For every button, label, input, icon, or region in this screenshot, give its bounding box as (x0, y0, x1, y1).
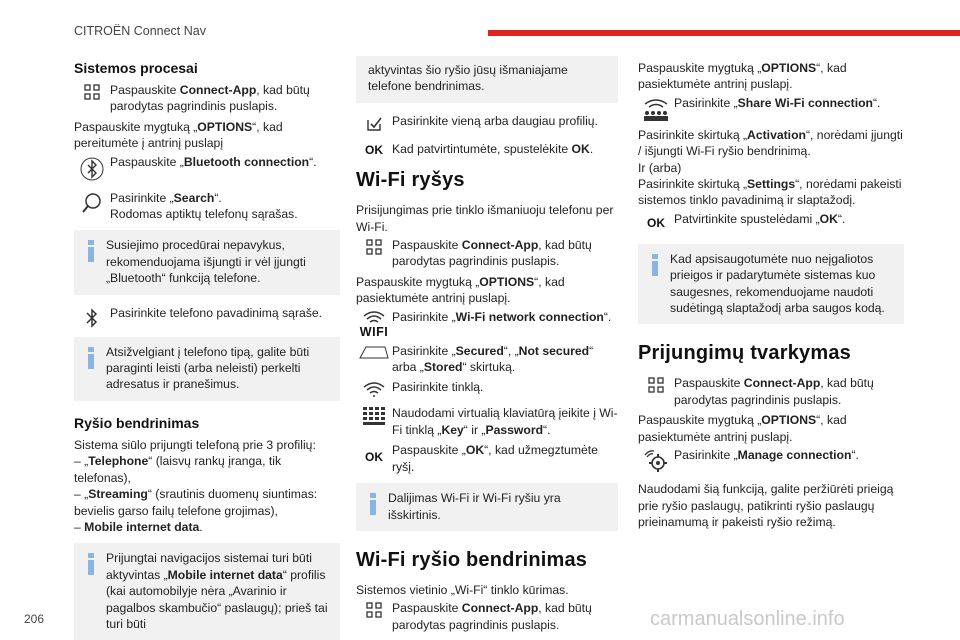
step-text: Pasirinkite vieną arba daugiau profilių. (392, 113, 598, 128)
info-note (74, 337, 340, 401)
note-text: aktyvintas šio ryšio jūsų išmaniajame telefone bendrinimas. (368, 63, 568, 94)
manage-connection-icon (644, 449, 668, 473)
text: Paspauskite mygtuką „ (638, 413, 762, 428)
step-bold: Connect-App (179, 83, 257, 97)
column-2 (356, 56, 618, 637)
text: Paspauskite (674, 376, 744, 391)
bold-text: Telephone (88, 454, 149, 469)
text: “, kad pasiektumėte antrinį puslapį. (638, 413, 847, 444)
text: Rodomas aptiktų telefonų sąrašas. (110, 207, 298, 222)
step-manage-connection (638, 447, 904, 473)
text: . (589, 141, 594, 156)
text: “, kad pereitumėte į antrinį puslapį (74, 119, 283, 151)
text: Paspauskite mygtuką „ (356, 274, 480, 289)
bold-text: Connect-App (461, 601, 539, 616)
text: – „ (74, 454, 89, 469)
info-icon (88, 347, 94, 369)
text: “, „ (503, 343, 519, 358)
paragraph-manage-description: Naudodami šią funkciją, galite peržiūrėti prieigą prie ryšio paslaugų, patikrinti ryšio paslaugų prieinamumą ir pakeisti ryšio režimą. (638, 482, 894, 529)
step-connect-app (356, 237, 618, 270)
text: “. (309, 154, 317, 169)
info-note (356, 483, 618, 531)
info-note-continued (356, 56, 618, 103)
apps-grid-icon (366, 602, 382, 618)
keyboard-icon (363, 407, 385, 425)
step-search (74, 190, 340, 223)
text: , kad būtų parodytas pagrindinis puslapis. (392, 238, 592, 269)
text: Pasirinkite „ (110, 190, 174, 205)
text: Paspauskite „ (392, 443, 466, 458)
list-item-telephone (74, 453, 340, 486)
text: Pasirinkite „ (674, 95, 738, 110)
step-virtual-keyboard (356, 405, 618, 438)
bold-text: Share Wi-Fi connection (737, 95, 873, 110)
text: , kad būtų parodytas pagrindinis puslapis. (392, 601, 592, 632)
bold-text: Key (441, 422, 464, 437)
paragraph-settings (638, 176, 904, 209)
note-text: Atsižvelgiant į telefono tipą, galite būti paraginti leisti (arba neleisti) perkelti adresatus ir pranešimus. (106, 344, 310, 392)
info-icon (652, 254, 658, 276)
text: Paspauskite mygtuką „ (638, 61, 762, 75)
step-select-network (356, 379, 618, 397)
step-ok-connect (356, 442, 618, 475)
text: “, norėdami įjungti / išjungti Wi-Fi ryšio bendrinimą. (638, 127, 903, 159)
step-secured-tab (356, 343, 618, 376)
step-text: Paspauskite (110, 83, 180, 97)
info-icon (88, 240, 94, 262)
text: Paspauskite (392, 601, 462, 616)
step-connect-app (356, 600, 618, 633)
text: – „ (74, 487, 89, 502)
section-title-connection-sharing: Ryšio bendrinimas (74, 414, 200, 431)
wifi-label: WIFI (359, 324, 389, 339)
text: Prijungtai navigacijos sistemai turi būti aktyvintas „ (106, 551, 312, 582)
text: “. (603, 309, 612, 324)
note-text: Susiejimo procedūrai nepavykus, rekomenduojama išjungti ir vėl įjungti „Bluetooth“ funkciją telefone. (106, 238, 306, 286)
text: “ profilis (kai automobilyje nėra „Avarinio ir pagalbos skambučio“ paslaugų); prieš tai turi būti (106, 567, 328, 631)
paragraph-profiles: Sistema siūlo prijungti telefoną prie 3 profilių: (74, 437, 316, 452)
wifi-icon (363, 381, 385, 397)
text: . (199, 519, 203, 534)
text: “, kad pasiektumėte antrinį puslapį. (356, 274, 565, 306)
text: “ ir „ (463, 422, 486, 437)
paragraph-wifi-intro: Prisijungimas prie tinklo išmaniuoju telefonu per Wi-Fi. (356, 203, 614, 234)
step-share-wifi (638, 95, 904, 123)
bold-text: Connect-App (743, 376, 821, 391)
ok-icon: OK (365, 142, 383, 157)
text: “. (873, 95, 881, 110)
bold-text: Connect-App (461, 238, 539, 253)
paragraph-activation (638, 127, 904, 160)
text: Pasirinkite „ (392, 343, 456, 358)
bold-text: OK (819, 211, 838, 226)
apps-grid-icon (84, 84, 100, 100)
bold-text: Secured (455, 343, 504, 358)
bold-text: Bluetooth connection (183, 154, 310, 169)
bold-text: OK (571, 141, 590, 156)
step-connect-app (638, 375, 904, 408)
wifi-icon (363, 311, 385, 325)
column-1 (74, 56, 340, 640)
apps-grid-icon (648, 377, 664, 393)
bold-text: Mobile internet data (167, 567, 283, 582)
text: Paspauskite „ (110, 154, 184, 169)
text: “ skirtuką. (462, 360, 516, 375)
step-confirm-ok (356, 141, 618, 157)
section-title-wifi-sharing: Wi-Fi ryšio bendrinimas (356, 548, 588, 571)
bold-text: Wi-Fi network connection (455, 309, 604, 324)
column-3 (638, 56, 904, 530)
text: “. (837, 211, 846, 226)
text: Patvirtinkite spustelėdami „ (674, 211, 820, 226)
info-note (638, 244, 904, 325)
bluetooth-icon (79, 156, 105, 182)
info-note (74, 543, 340, 640)
note-text: Dalijimas Wi-Fi ir Wi-Fi ryšiu yra išskirtinis. (388, 491, 561, 522)
section-title-manage-connections: Prijungimų tvarkymas (638, 342, 851, 365)
text: “. (214, 190, 222, 205)
step-text: , kad būtų parodytas pagrindinis puslapis. (110, 83, 310, 114)
text: Pasirinkite „ (392, 309, 456, 324)
step-select-phone (74, 305, 340, 329)
section-title-wifi: Wi-Fi ryšys (356, 169, 465, 192)
bold-text: OPTIONS (479, 274, 535, 289)
list-item-streaming (74, 486, 340, 519)
bold-text: Not secured (518, 343, 590, 358)
watermark: carmanualsonline.info (650, 608, 845, 630)
text: “, kad užmegztumėte ryšį. (392, 443, 598, 474)
bold-text: OPTIONS (761, 413, 817, 428)
info-icon (88, 553, 94, 575)
text: “ arba „ (392, 343, 594, 375)
text: Pasirinkite „ (674, 448, 738, 463)
apps-grid-icon (366, 239, 382, 255)
ok-icon: OK (365, 450, 383, 465)
bold-text: Streaming (88, 487, 148, 502)
text: “ (laisvų rankų įranga, tik telefonas), (74, 454, 282, 485)
section-title-system-procedures: Sistemos procesai (74, 60, 198, 76)
text: “ (srautinis duomenų siuntimas: bevielis garso failų telefone grojimas), (74, 487, 318, 518)
header-title: CITROËN Connect Nav (74, 24, 206, 38)
bluetooth-icon (85, 307, 99, 329)
text: “. (543, 422, 551, 437)
step-wifi-network-connection (356, 309, 618, 339)
bold-text: OPTIONS (761, 61, 817, 75)
paragraph-options (74, 119, 340, 152)
bold-text: OK (465, 443, 485, 458)
bold-text: OPTIONS (197, 119, 253, 134)
text: Pasirinkite skirtuką „ (638, 127, 748, 142)
bold-text: Stored (423, 360, 463, 375)
text: Paspauskite (392, 238, 462, 253)
bold-text: Mobile internet data (84, 519, 200, 534)
note-text (82, 550, 332, 632)
info-icon (370, 493, 376, 515)
bold-text: Search (173, 190, 215, 205)
step-text: Pasirinkite telefono pavadinimą sąraše. (110, 305, 323, 320)
step-select-profiles (356, 113, 618, 133)
tab-icon (359, 345, 389, 359)
paragraph-options (638, 412, 904, 445)
header-accent-bar (488, 30, 960, 36)
paragraph-and-or: Ir (arba) (638, 160, 682, 175)
bold-text: Password (485, 422, 544, 437)
checkbox-icon (365, 115, 383, 133)
text: Pasirinkite skirtuką „ (638, 177, 748, 192)
step-text: Pasirinkite tinklą. (392, 380, 484, 395)
search-icon (81, 192, 103, 214)
text: Paspauskite mygtuką „ (74, 119, 198, 134)
bold-text: Manage connection (737, 448, 852, 463)
text: “, norėdami pakeisti sistemos tinklo pavadinimą ir slaptažodį. (638, 177, 902, 208)
bold-text: Settings (747, 177, 796, 192)
ok-icon: OK (647, 215, 665, 230)
paragraph-options (638, 60, 904, 93)
bold-text: Activation (747, 127, 806, 142)
list-item-mobile-data (74, 519, 340, 535)
step-connect-app (74, 82, 340, 115)
text: – (74, 519, 85, 534)
note-text: Kad apsisaugotumėte nuo neįgaliotos prieigos ir padarytumėte sistemas kuo saugesnes, rekomenduojame naudoti sudėtingą slaptažodį arba saugos kodą. (670, 251, 885, 316)
page-number: 206 (24, 612, 45, 626)
text: Naudodami virtualią klaviatūrą įeikite į Wi-Fi tinklą „ (392, 406, 618, 437)
text: “, kad pasiektumėte antrinį puslapį. (638, 61, 847, 92)
text: , kad būtų parodytas pagrindinis puslapis. (674, 376, 874, 407)
step-confirm-ok (638, 211, 904, 230)
share-wifi-icon (642, 97, 670, 123)
text: Kad patvirtintumėte, spustelėkite (392, 141, 572, 156)
paragraph-options (356, 274, 618, 307)
step-bluetooth-connection (74, 154, 340, 182)
paragraph-local-wifi: Sistemos vietinio „Wi-Fi“ tinklo kūrimas. (356, 582, 569, 597)
info-note (74, 230, 340, 294)
text: “. (851, 448, 859, 463)
